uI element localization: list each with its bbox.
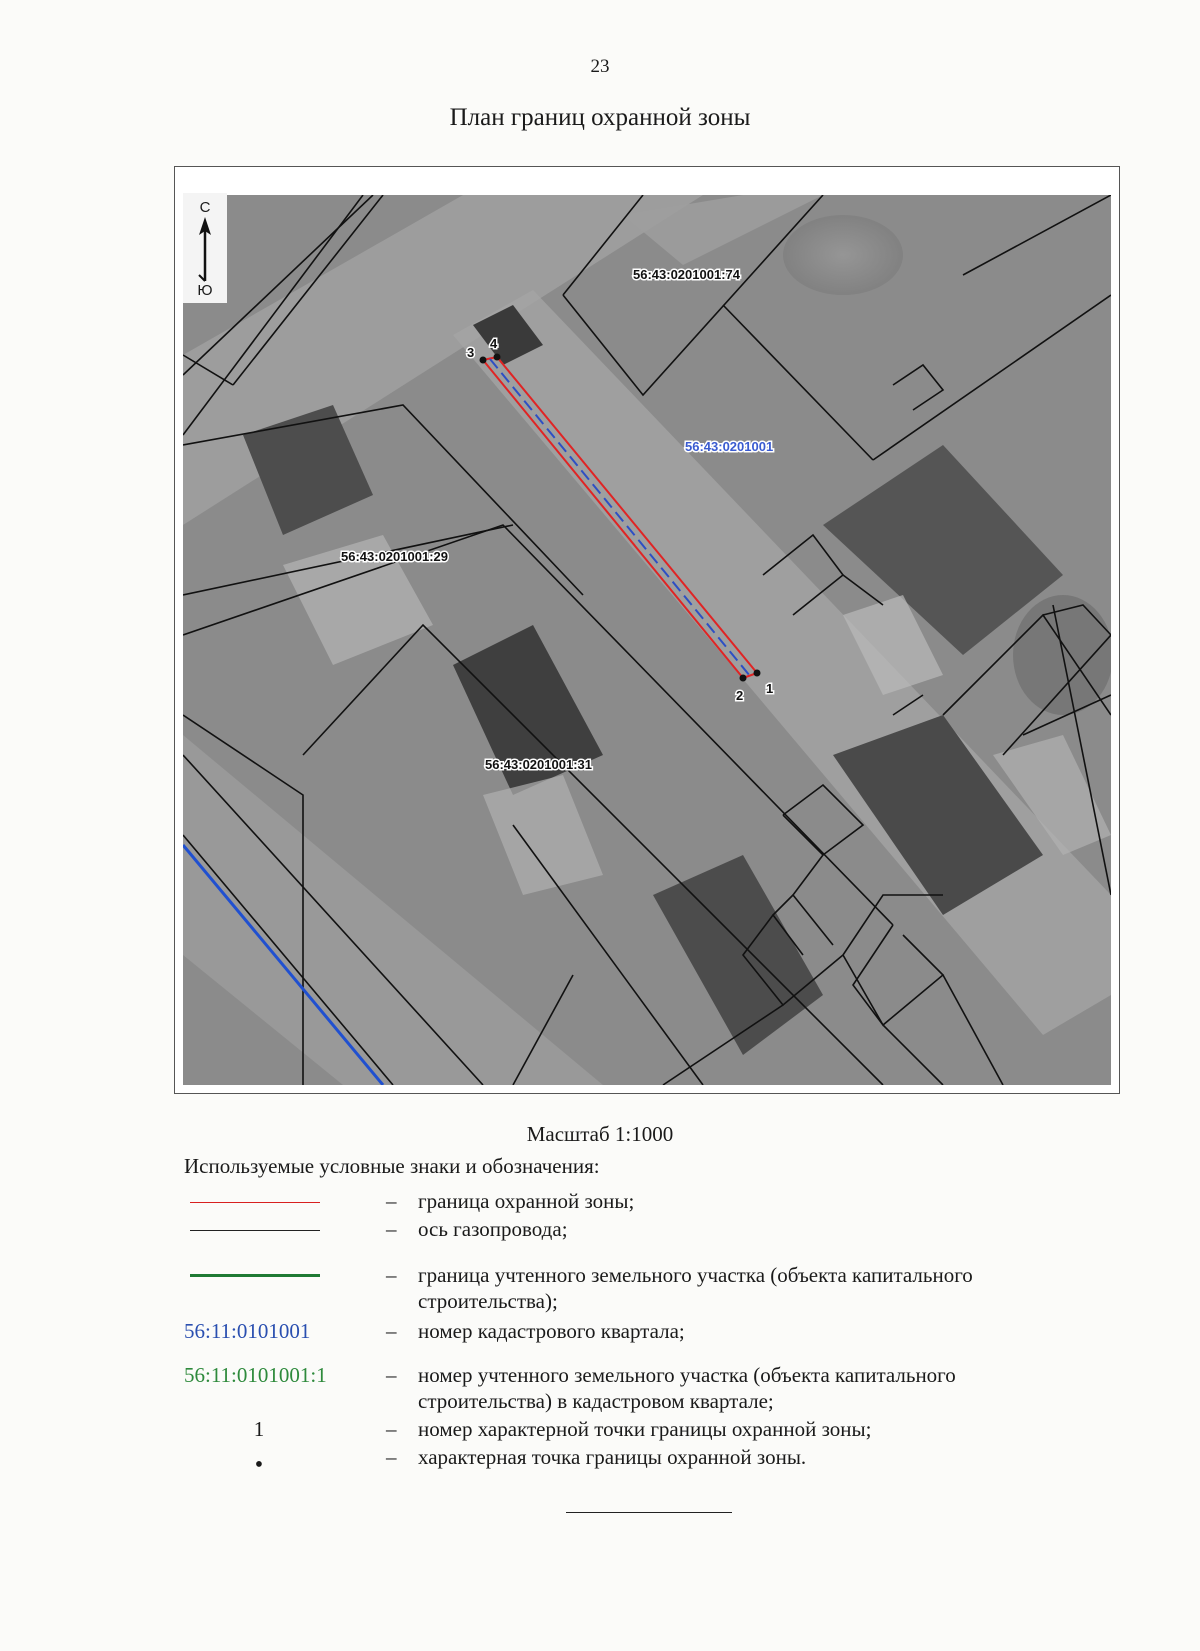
page-number: 23 bbox=[590, 56, 610, 77]
legend-text: номер характерной точки границы охранной зоны; bbox=[418, 1417, 872, 1441]
point-4-label: 4 bbox=[490, 336, 498, 351]
legend-dash: – bbox=[386, 1445, 397, 1469]
legend-text: характерная точка границы охранной зоны. bbox=[418, 1445, 807, 1469]
page-title: План границ охранной зоны bbox=[449, 104, 751, 131]
tree-canopy bbox=[783, 215, 903, 295]
parcel-label-29: 56:43:0201001:29 bbox=[341, 549, 448, 564]
legend-dash: – bbox=[386, 1363, 397, 1387]
legend-symbol-parcel: 56:11:0101001:1 bbox=[184, 1363, 327, 1387]
legend-dash: – bbox=[386, 1319, 397, 1343]
compass-north-label: С bbox=[199, 199, 211, 216]
legend-dash: – bbox=[386, 1263, 397, 1287]
legend-text: ось газопровода; bbox=[418, 1217, 568, 1241]
point-3-marker bbox=[480, 357, 487, 364]
parcel-label-74: 56:43:0201001:74 bbox=[633, 267, 740, 282]
legend-title: Используемые условные знаки и обозначения: bbox=[184, 1154, 600, 1178]
legend-symbol-dot: • bbox=[254, 1452, 264, 1478]
legend-dash: – bbox=[386, 1417, 397, 1441]
gas-axis-line-sample bbox=[190, 1230, 320, 1231]
point-3-label: 3 bbox=[467, 345, 475, 360]
legend-dash: – bbox=[386, 1217, 397, 1241]
point-2-label: 2 bbox=[736, 688, 744, 703]
legend-symbol-quarter: 56:11:0101001 bbox=[184, 1319, 311, 1343]
north-arrow bbox=[183, 193, 227, 303]
point-1-marker bbox=[754, 670, 761, 677]
legend-symbol-point-number: 1 bbox=[253, 1417, 265, 1441]
point-1-label: 1 bbox=[766, 681, 774, 696]
compass-south-label: Ю bbox=[197, 282, 213, 299]
legend-text: номер учтенного земельного участка (объекта капитального строительства) в кадастровом квартале; bbox=[418, 1363, 956, 1413]
legend-text: номер кадастрового квартала; bbox=[418, 1319, 685, 1343]
aerial-map bbox=[183, 195, 1111, 1085]
quarter-label: 56:43:0201001 bbox=[685, 439, 774, 454]
map-scale: Масштаб 1:1000 bbox=[526, 1122, 674, 1146]
legend-text: граница охранной зоны; bbox=[418, 1189, 635, 1213]
tree-canopy bbox=[1013, 595, 1111, 715]
zone-boundary-line-sample bbox=[190, 1202, 320, 1203]
map-frame bbox=[174, 166, 1120, 1094]
point-4-marker bbox=[494, 354, 501, 361]
parcel-boundary-line-sample bbox=[190, 1274, 320, 1277]
legend-dash: – bbox=[386, 1189, 397, 1213]
legend-text: граница учтенного земельного участка (объекта капитального строительства); bbox=[418, 1263, 973, 1313]
north-arrow-icon bbox=[193, 217, 217, 287]
point-2-marker bbox=[740, 675, 747, 682]
parcel-label-31: 56:43:0201001:31 bbox=[485, 757, 592, 772]
bottom-rule bbox=[566, 1512, 732, 1513]
